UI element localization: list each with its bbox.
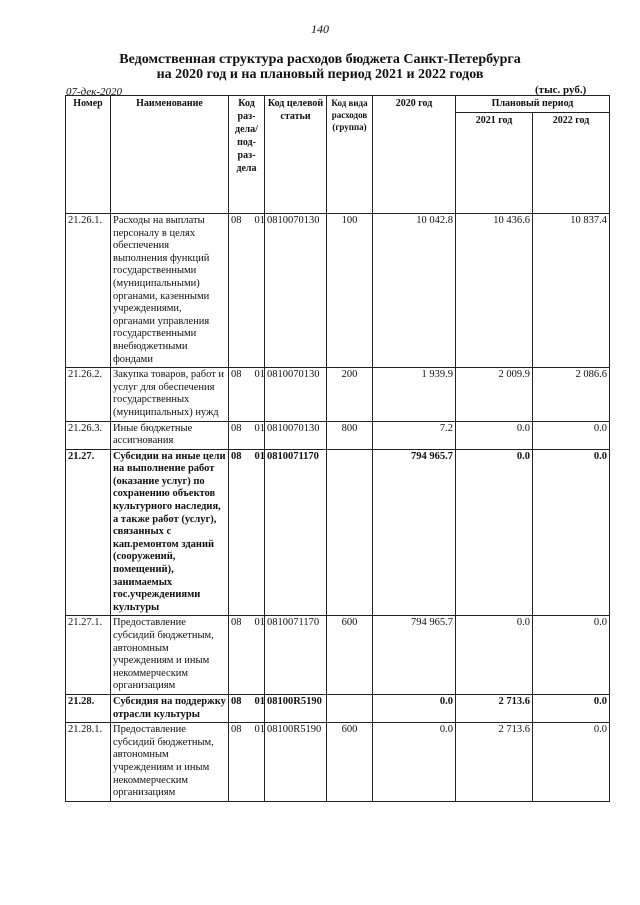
title-line-1: Ведомственная структура расходов бюджета Санкт-Петербурга [119,52,521,67]
row-value-2021: 0.0 [456,421,533,449]
row-number: 21.28. [66,694,111,722]
table-row [66,694,610,722]
row-value-2022: 0.0 [533,449,610,616]
row-value-2020: 0.0 [373,694,456,722]
row-section: 08 [231,369,242,381]
row-subsection: 01 [254,617,265,629]
row-value-2022: 10 837.4 [533,214,610,368]
row-number: 21.27. [66,449,111,616]
row-expense-type: 100 [327,214,373,368]
row-target-code: 0810070130 [265,421,327,449]
row-name: Предоставление субсидий бюджетным, автономным учреждениям и иным некоммерческим организациям [111,616,229,695]
row-target-code: 0810071170 [265,616,327,695]
row-value-2020: 1 939.9 [373,368,456,421]
row-target-code: 0810071170 [265,449,327,616]
row-number: 21.26.2. [66,368,111,421]
document-date: 07-дек-2020 [66,86,123,98]
row-expense-type [327,449,373,616]
row-value-2022: 0.0 [533,694,610,722]
header-name: Наименование [111,96,229,214]
row-name: Расходы на выплаты персоналу в целях обеспечения выполнения функций государственными (муниципальными) органами, казенными учреждениями, органами управления государственными внебюджетными фондами [111,214,229,368]
row-section: 08 [231,422,242,434]
row-expense-type: 200 [327,368,373,421]
table-row [66,421,610,449]
table-row [66,449,610,616]
row-value-2022: 0.0 [533,421,610,449]
row-section-code [229,723,265,802]
row-section: 08 [231,450,242,462]
row-value-2020: 794 965.7 [373,616,456,695]
row-expense-type [327,694,373,722]
row-section-code [229,214,265,368]
row-section-code [229,368,265,421]
row-section-code [229,449,265,616]
row-expense-type: 600 [327,616,373,695]
header-number: Номер [66,96,111,214]
document-title [0,52,640,82]
header-2020: 2020 год [373,96,456,214]
row-value-2020: 7.2 [373,421,456,449]
table-row [66,616,610,695]
row-section: 08 [231,617,242,629]
row-target-code: 08100R5190 [265,723,327,802]
row-section-code [229,616,265,695]
row-value-2022: 0.0 [533,616,610,695]
row-target-code: 0810070130 [265,214,327,368]
header-section-code: Код раз-дела/ под-раз-дела [229,96,265,214]
row-subsection: 01 [254,450,265,462]
row-subsection: 01 [254,695,265,707]
row-section-code [229,421,265,449]
table-row [66,214,610,368]
row-value-2021: 10 436.6 [456,214,533,368]
row-value-2021: 0.0 [456,449,533,616]
row-number: 21.26.1. [66,214,111,368]
row-value-2020: 10 042.8 [373,214,456,368]
row-name: Предоставление субсидий бюджетным, автономным учреждениям и иным некоммерческим организациям [111,723,229,802]
header-target-code: Код целевой статьи [265,96,327,214]
header-planning-period: Плановый период [456,96,610,113]
row-name: Субсидия на поддержку отрасли культуры [111,694,229,722]
row-subsection: 01 [254,369,265,381]
row-value-2020: 794 965.7 [373,449,456,616]
row-name: Субсидии на иные цели на выполнение работ (оказание услуг) по сохранению объектов культурного наследия, а также работ (услуг), связанных с кап.ремонтом зданий (сооружений, помещений), занимаемых гос.учреждениями культуры [111,449,229,616]
header-2022: 2022 год [533,113,610,214]
page-number: 140 [311,22,329,36]
header-2021: 2021 год [456,113,533,214]
row-value-2021: 2 713.6 [456,723,533,802]
row-section-code [229,694,265,722]
row-expense-type: 800 [327,421,373,449]
row-section: 08 [231,695,242,707]
title-line-2: на 2020 год и на плановый период 2021 и 2022 годов [156,67,484,82]
row-value-2021: 0.0 [456,616,533,695]
row-value-2020: 0.0 [373,723,456,802]
row-target-code: 08100R5190 [265,694,327,722]
row-name: Иные бюджетные ассигнования [111,421,229,449]
row-number: 21.28.1. [66,723,111,802]
row-subsection: 01 [254,724,265,736]
row-subsection: 01 [254,422,265,434]
header-expense-type-code: Код вида расходов (группа) [327,96,373,214]
row-expense-type: 600 [327,723,373,802]
row-name: Закупка товаров, работ и услуг для обеспечения государственных (муниципальных) нужд [111,368,229,421]
row-number: 21.27.1. [66,616,111,695]
row-value-2022: 0.0 [533,723,610,802]
row-section: 08 [231,215,242,226]
row-value-2021: 2 009.9 [456,368,533,421]
row-target-code: 0810070130 [265,368,327,421]
row-section: 08 [231,724,242,736]
row-number: 21.26.3. [66,421,111,449]
units-label: (тыс. руб.) [535,84,587,96]
row-value-2022: 2 086.6 [533,368,610,421]
budget-table [65,95,610,802]
table-row [66,723,610,802]
table-row [66,368,610,421]
row-value-2021: 2 713.6 [456,694,533,722]
table-body [66,214,610,802]
row-subsection: 01 [254,215,265,226]
